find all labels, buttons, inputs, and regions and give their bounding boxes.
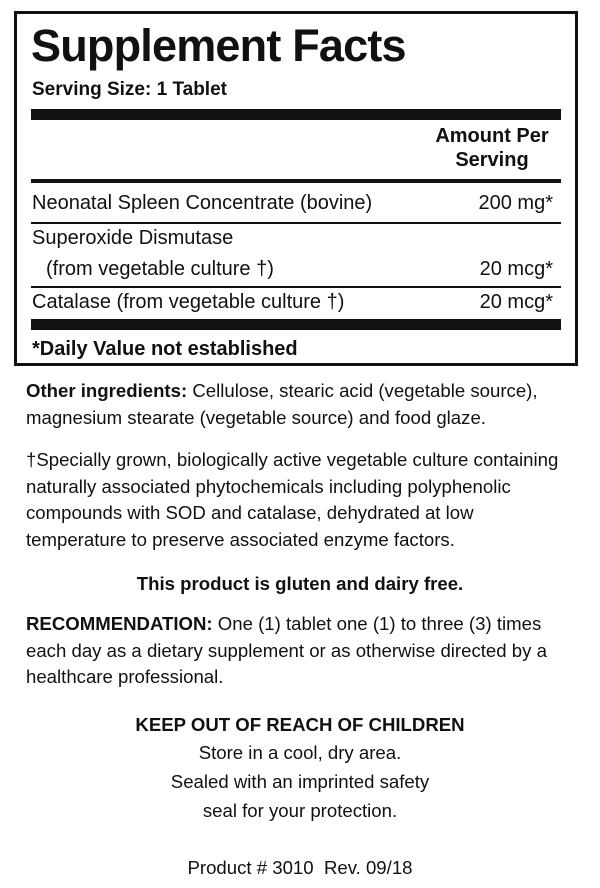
other-ingredients	[26, 378, 586, 431]
amount-per-serving-header: Amount Per Serving	[435, 125, 549, 171]
warning-title: KEEP OUT OF REACH OF CHILDREN	[135, 714, 465, 735]
gluten-free-note: This product is gluten and dairy free.	[136, 573, 464, 594]
ingredient-amount: 20 mcg*	[479, 291, 553, 313]
other-ingredients-label: Other ingredients:	[26, 380, 188, 401]
product-info: Product # 3010 Rev. 09/18	[187, 857, 413, 878]
row-divider	[31, 222, 561, 224]
seal-note-line1: Sealed with an imprinted safety	[170, 771, 430, 792]
ingredient-name: Superoxide Dismutase	[32, 227, 234, 249]
ingredient-name-continued: (from vegetable culture †)	[46, 258, 274, 280]
storage-note: Store in a cool, dry area.	[198, 742, 402, 763]
ingredient-name: Neonatal Spleen Concentrate (bovine)	[32, 192, 373, 214]
other-ingredients-text: Cellulose, stearic acid (vegetable source), magnesium stearate (vegetable source) and food glaze.	[26, 380, 538, 428]
recommendation-label: RECOMMENDATION:	[26, 613, 213, 634]
supplement-facts-panel	[14, 11, 578, 366]
recommendation	[26, 611, 586, 691]
thick-divider-top	[31, 109, 561, 120]
ingredient-name: Catalase (from vegetable culture †)	[32, 291, 345, 313]
thick-divider-bottom	[31, 319, 561, 330]
header-divider	[31, 179, 561, 183]
daily-value-note: *Daily Value not established	[32, 338, 298, 360]
row-divider	[31, 286, 561, 288]
ingredient-amount: 200 mg*	[478, 192, 553, 214]
serving-size: Serving Size: 1 Tablet	[32, 79, 227, 100]
facts-title: Supplement Facts	[31, 20, 406, 71]
ingredient-amount: 20 mcg*	[479, 258, 553, 280]
culture-note: †Specially grown, biologically active vegetable culture containing naturally associated phytochemicals including polyphenolic compounds with SOD and catalase, dehydrated at low temperature to preserve associated enzyme factors.	[26, 449, 559, 550]
seal-note-line2: seal for your protection.	[202, 800, 398, 821]
recommendation-text: One (1) tablet one (1) to three (3) times each day as a dietary supplement or as otherwise directed by a healthcare professional.	[26, 613, 547, 687]
